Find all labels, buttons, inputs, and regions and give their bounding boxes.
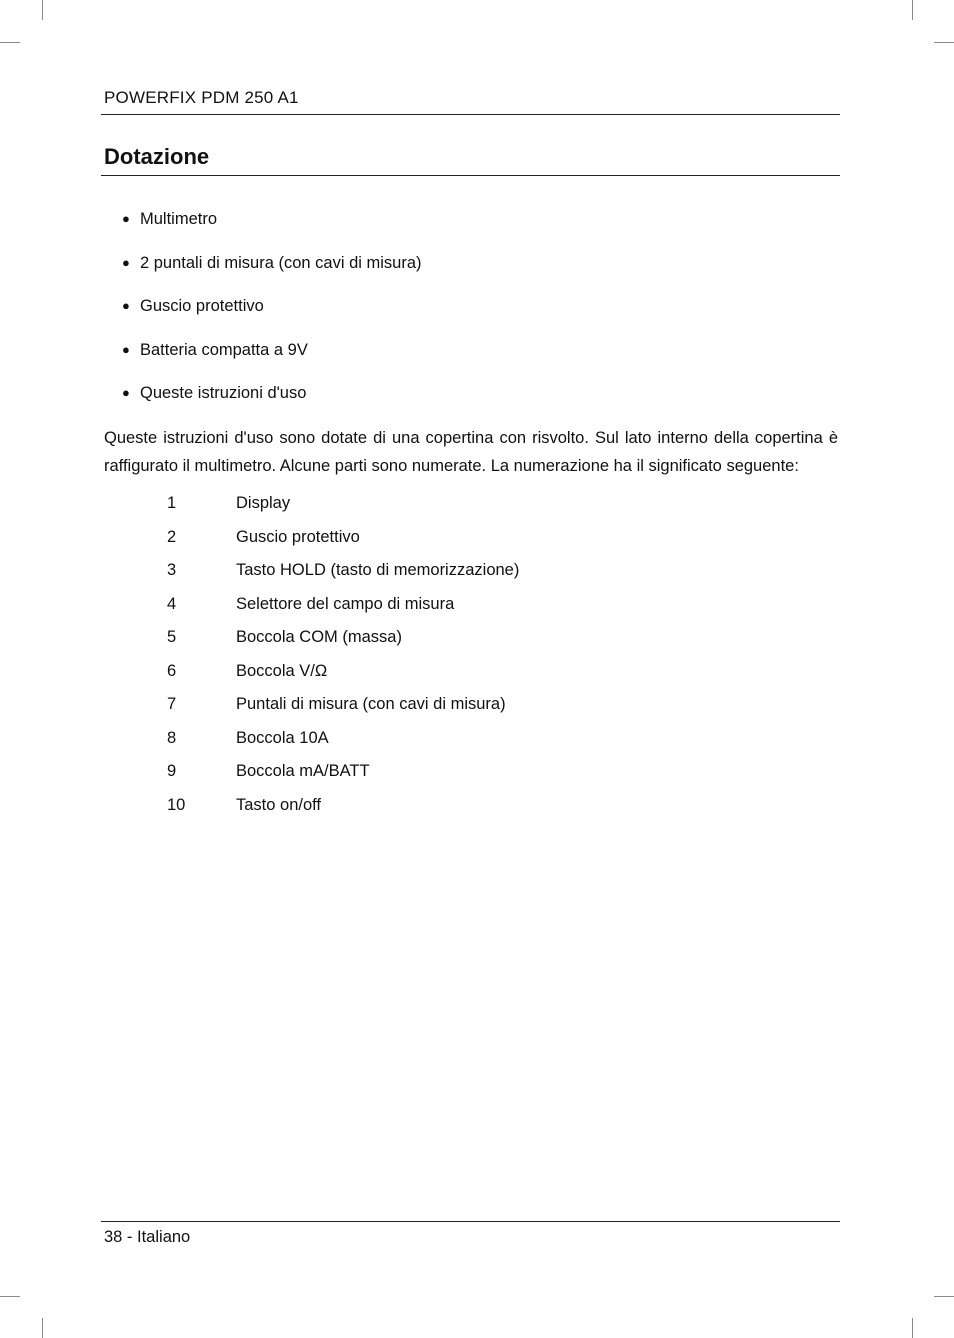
bullet-icon: ● bbox=[122, 298, 130, 313]
page-header: POWERFIX PDM 250 A1 bbox=[104, 88, 299, 107]
part-label: Selettore del campo di misura bbox=[236, 594, 455, 613]
part-label: Boccola 10A bbox=[236, 728, 329, 747]
part-label: Display bbox=[236, 494, 291, 512]
part-number: 6 bbox=[167, 661, 177, 680]
part-label: Puntali di misura (con cavi di misura) bbox=[236, 695, 506, 713]
bullet-icon: ● bbox=[122, 341, 130, 357]
part-number: 7 bbox=[167, 695, 177, 713]
intro-paragraph: Queste istruzioni d'uso sono dotate di una copertina con risvolto. Sul lato interno della copertina è raffigurato il multimetro. Alcune parti sono numerate. La numerazione ha il significato seguente: bbox=[104, 429, 838, 475]
part-row bbox=[167, 490, 519, 524]
bullet-icon: ● bbox=[122, 254, 130, 270]
part-number: 5 bbox=[167, 628, 177, 646]
part-row bbox=[167, 557, 519, 591]
part-row bbox=[167, 792, 519, 826]
bullet-icon: ● bbox=[122, 385, 130, 400]
bullet-icon: ● bbox=[122, 211, 130, 226]
part-number: 3 bbox=[167, 561, 177, 579]
contents-list bbox=[122, 207, 422, 425]
part-row bbox=[167, 658, 519, 692]
list-item: ● Batteria compatta a 9V bbox=[122, 338, 422, 382]
part-row bbox=[167, 691, 519, 725]
part-label: Boccola V/Ω bbox=[236, 661, 328, 680]
list-item: ● 2 puntali di misura (con cavi di misura) bbox=[122, 251, 422, 295]
part-row bbox=[167, 758, 519, 792]
part-label: Boccola COM (massa) bbox=[236, 628, 402, 646]
part-number: 10 bbox=[167, 795, 186, 814]
crop-mark bbox=[0, 42, 20, 43]
heading-rule bbox=[101, 175, 840, 176]
part-row bbox=[167, 524, 519, 558]
header-rule bbox=[101, 114, 840, 115]
part-number: 9 bbox=[167, 762, 177, 780]
crop-mark bbox=[42, 1318, 43, 1338]
part-row bbox=[167, 591, 519, 625]
part-row bbox=[167, 624, 519, 658]
crop-mark bbox=[912, 1318, 913, 1338]
part-label: Tasto on/off bbox=[236, 795, 322, 814]
part-row bbox=[167, 725, 519, 759]
crop-mark bbox=[934, 1296, 954, 1297]
list-item: ● Queste istruzioni d'uso bbox=[122, 381, 422, 425]
part-number: 1 bbox=[167, 494, 177, 512]
list-item: ● Multimetro bbox=[122, 207, 422, 251]
page-footer: 38 - Italiano bbox=[104, 1228, 191, 1246]
crop-mark bbox=[0, 1296, 20, 1297]
crop-mark bbox=[912, 0, 913, 20]
part-number: 8 bbox=[167, 728, 177, 747]
part-label: Boccola mA/BATT bbox=[236, 762, 370, 780]
crop-mark bbox=[42, 0, 43, 20]
part-label: Tasto HOLD (tasto di memorizzazione) bbox=[236, 561, 520, 579]
part-label: Guscio protettivo bbox=[236, 527, 360, 546]
part-number: 4 bbox=[167, 594, 177, 613]
section-heading: Dotazione bbox=[104, 144, 210, 169]
crop-mark bbox=[934, 42, 954, 43]
part-number: 2 bbox=[167, 527, 177, 546]
parts-list bbox=[167, 490, 519, 825]
list-item: ● Guscio protettivo bbox=[122, 294, 422, 338]
footer-rule bbox=[101, 1221, 840, 1222]
